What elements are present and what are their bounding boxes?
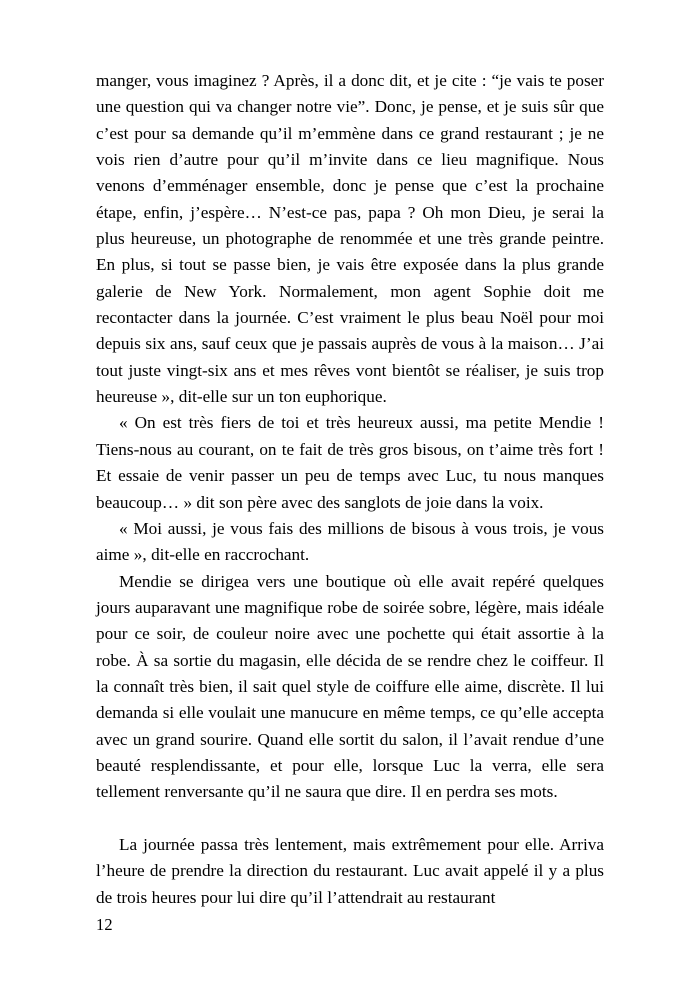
paragraph-1: manger, vous imaginez ? Après, il a donc dit, et je cite : “je vais te poser une question qui va changer notre vie”. Donc, je pense, et je suis sûr que c’est pour sa demande qu’il m’emmène dans ce grand restaurant ; je ne vois rien d’autre pour qu’il m’invite dans ce lieu magnifique. Nous venons d’emménager ensemble, donc je pense que c’est la prochaine étape, enfin, j’espère… N’est-ce pas, papa ? Oh mon Dieu, je serai la plus heureuse, un photographe de renommée et une très grande peintre. En plus, si tout se passe bien, je vais être exposée dans la plus grande galerie de New York. Normalement, mon agent Sophie doit me recontacter dans la journée. C’est vraiment le plus beau Noël pour moi depuis six ans, sauf ceux que je passais auprès de vous à la maison… J’ai tout juste vingt-six ans et mes rêves vont bientôt se réaliser, je suis trop heureuse », dit-elle sur un ton euphorique. [96, 71, 604, 407]
page-number: 12 [96, 915, 113, 934]
paragraph-5: La journée passa très lentement, mais extrêmement pour elle. Arriva l’heure de prendre la direction du restaurant. Luc avait appelé il y a plus de trois heures pour lui dire qu’il l’attendrait au restaurant [96, 834, 604, 907]
page-text-block [96, 68, 604, 911]
paragraph-2: « On est très fiers de toi et très heureux aussi, ma petite Mendie ! Tiens-nous au courant, on te fait de très gros bisous, on t’aime très fort ! Et essaie de venir passer un peu de temps avec Luc, tu nous manques beaucoup… » dit son père avec des sanglots de joie dans la voix. [96, 413, 604, 512]
paragraph-3: « Moi aussi, je vous fais des millions de bisous à vous trois, je vous aime », dit-elle en raccrochant. [96, 518, 604, 565]
paragraph-4: Mendie se dirigea vers une boutique où elle avait repéré quelques jours auparavant une magnifique robe de soirée sobre, légère, mais idéale pour ce soir, de couleur noire avec une pochette qui était assortie à la robe. À sa sortie du magasin, elle décida de se rendre chez le coiffeur. Il la connaît très bien, il sait quel style de coiffure elle aime, discrète. Il lui demanda si elle voulait une manucure en même temps, ce qu’elle accepta avec un grand sourire. Quand elle sortit du salon, il l’avait rendue d’une beauté resplendissante, et pour elle, lorsque Luc la verra, elle sera tellement renversante qu’il ne saura que dire. Il en perdra ses mots. [96, 571, 604, 802]
